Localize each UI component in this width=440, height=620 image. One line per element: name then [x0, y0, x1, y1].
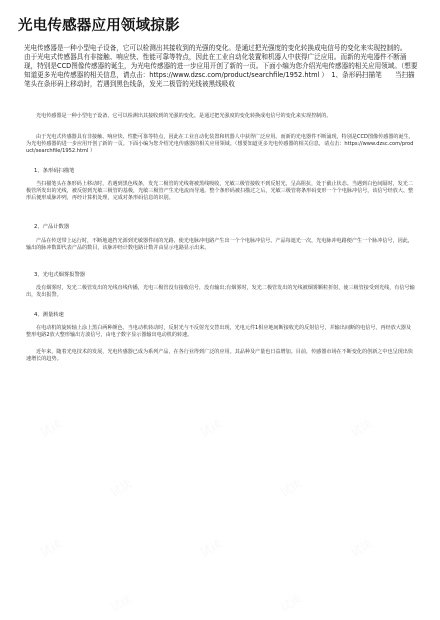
paragraph-7: 近年来，随着光电技术的发展，光电传感器已成为系列产品，在各行业得到广泛的应用。其品种及产量也日益增加。目前，传感器市场在不断变化的创新之中也呈现出快速增长的趋势。: [26, 349, 413, 363]
watermark: [197, 536, 224, 561]
section-heading-4: 4、测量转速: [34, 312, 64, 318]
section-heading-1: 1、条形码扫描笔: [34, 168, 75, 174]
watermark: [277, 476, 304, 501]
watermark: [37, 416, 64, 441]
watermark: [347, 536, 374, 561]
watermark: [277, 591, 304, 616]
paragraph-4: 产品在传送带上运行时，不断地遮挡光源到光敏器件间的光路，使光电脉冲电路产生出一个个电脉冲信号。产品每遮光一次，光电脉冲电路便产生一个脉冲信号，因此，输出的脉冲数即代表产品的数目，该脉冲经计数电路计数并由显示电路显示出来。: [26, 238, 413, 252]
watermark: [107, 476, 134, 501]
section-heading-2: 2、产品计数器: [34, 224, 70, 230]
watermark: [197, 416, 224, 441]
watermark: [347, 416, 374, 441]
paragraph-1: 光电传感器是一种小型电子设备，它可以检测出其接收到的光强的变化。是通过把光强度的变化转换成电信号的变化来实现控制的。: [36, 113, 332, 119]
watermark: [37, 536, 64, 561]
page-title: 光电传感器应用领域掠影: [18, 18, 180, 34]
paragraph-3: 当扫描笔头在条形码上移动时，若遇到黑色线条，发光二极管的光线将被黑线吸收，光敏三极管接收不到反射光，呈高阻抗，处于截止状态。当遇到白色间隔时，发光二极管所发出的光线，被反射到光敏三极管的基极，光敏三极管产生光电流而导通。整个条形码被扫描过之后，光敏三极管将条形码变形一个个电脉冲信号，该信号经放大、整形后便形成脉冲列，再经计算机处理，完成对条形码信息的识别。: [26, 181, 414, 202]
paragraph-2: 由于光电式传感器具有非接触、响应快、性能可靠等特点，因此在工业自动化装置和机器人中获得广泛应用。而新的光电器件不断涌现，特别是CCD图像传感器的诞生，为光电传感器的进一步应用开创了新的一页。下面小编为您介绍光电传感器的相关应用领域。（想要知道更多光电传感器的相关信息，请点击：https://www.dzsc.com/product/searchfile/1952.html ）: [26, 134, 414, 155]
paragraph-5: 没有烟雾时，发光二极管发出的光线直线传播，光电三极管没有接收信号，没有输出;有烟雾时，发光二极管发出的光线被烟雾颗粒折射，使三极管接受到光线，有信号输出，发出报警。: [26, 285, 415, 299]
section-heading-3: 3、光电式烟雾报警器: [34, 272, 86, 278]
watermark: [107, 591, 134, 616]
paragraph-6: 在电动机的旋转轴上涂上黑白两种颜色，当电动机转动时，反射光与不反射光交替出现，光电元件1相应地间断接收光的反射信号，并输出间断的电信号，再经放大器及整形电路2放大整形输出方波信号，由电子数字显示器输出电动机的转速。: [26, 325, 412, 339]
intro-paragraph: 光电传感器是一种小型电子设备，它可以检测出其接收到的光强的变化。是通过把光强度的变化转换成电信号的变化来实现控制的。 由于光电式传感器具有非接触、响应快、性能可靠等特点，因此在工业自动化装置和机器人中获得广泛应用。而新的光电器件不断涌现，特别是CCD图像传感器的诞生，为光电传感器的进一步应用开创了新的一页。下面小编为您介绍光电传感器的相关应用领域。（想要知道更多光电传感器的相关信息，请点击：https://www.dzsc.com/product/searchfile/1952.html ） 1、条形码扫描笔 当扫描笔头在条形码上移动时，若遇到黑色线条，发光二极管的光线被黑线吸收: [24, 44, 418, 88]
